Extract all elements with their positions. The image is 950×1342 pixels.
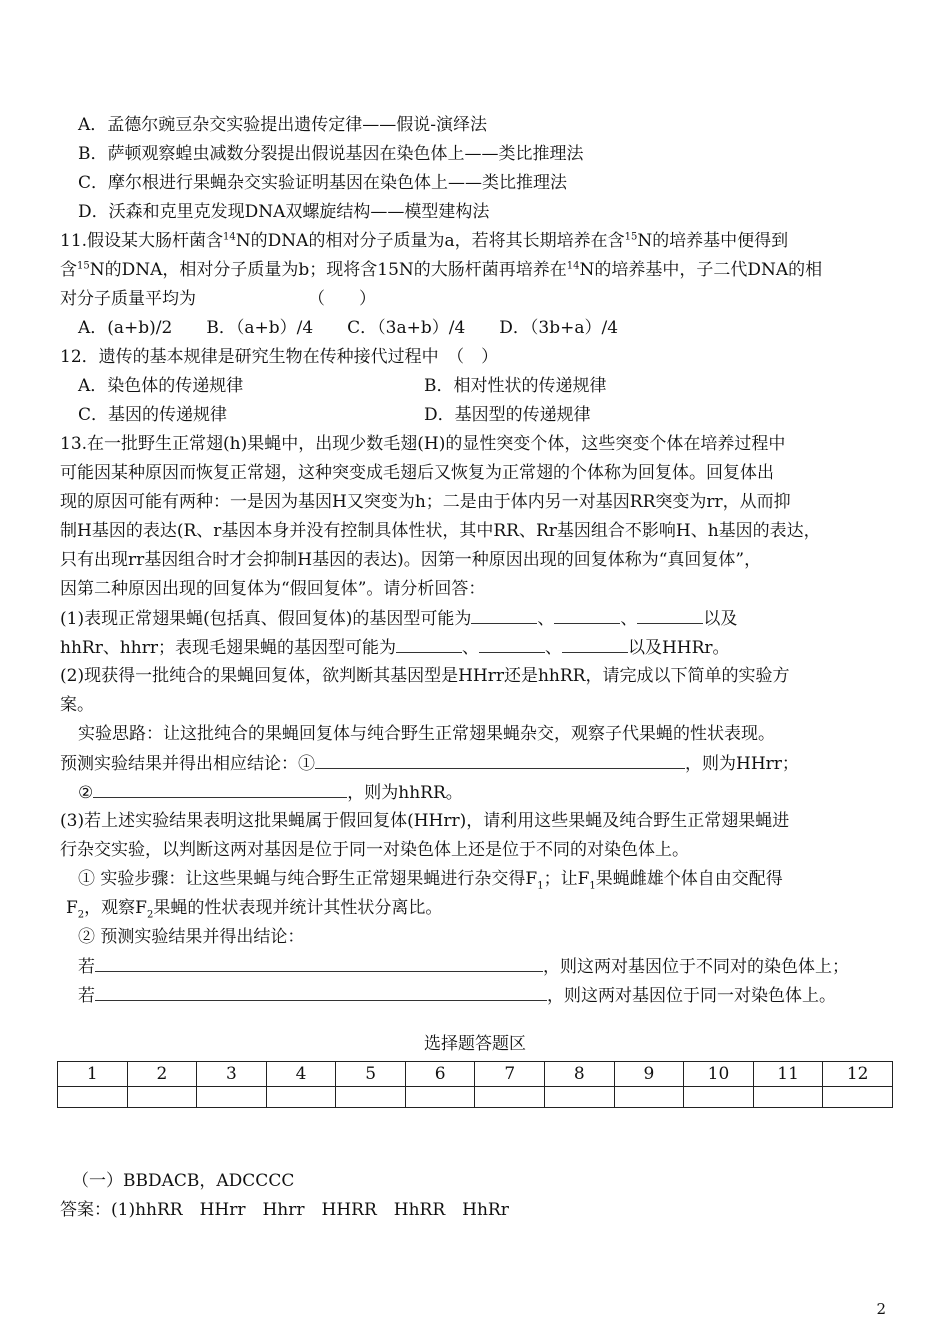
q11-options: A．(a+b)/2 B．（a+b）/4 C．（3a+b）/4 D．（3b+a）/4 (78, 318, 619, 338)
question-number-cell: 6 (405, 1062, 475, 1087)
q13-paragraph-line-6: 因第二种原因出现的回复体为“假回复体”。请分析回答： (60, 579, 486, 599)
answer-table-input-row (58, 1087, 893, 1108)
q13-conclusion-2: 若 ，则这两对基因位于同一对染色体上。 (78, 986, 836, 1006)
page-number: 2 (876, 1300, 886, 1318)
answer-cell[interactable] (475, 1087, 545, 1108)
blank-field[interactable] (554, 607, 620, 624)
question-number-cell: 8 (545, 1062, 615, 1087)
question-number-cell: 7 (475, 1062, 545, 1087)
answer-cell[interactable] (197, 1087, 267, 1108)
q11-line-1: 11.假设某大肠杆菌含$^{14}$N的DNA的相对分子质量为a，若将其长期培养在含$^{15}$N的培养基中便得到 (60, 231, 789, 251)
question-number-cell: 4 (266, 1062, 336, 1087)
question-number-cell: 5 (336, 1062, 406, 1087)
question-number-cell: 3 (197, 1062, 267, 1087)
q10-option-d: D．沃森和克里克发现DNA双螺旋结构——模型建构法 (78, 202, 490, 222)
q13-experiment-steps-line-1: ① 实验步骤：让这些果蝇与纯合野生正常翅果蝇进行杂交得$F_1$；让$F_1$果蝇雌雄个体自由交配得 (78, 869, 783, 892)
answer-cell[interactable] (684, 1087, 754, 1108)
q13-subquestion-3-line-1: (3)若上述实验结果表明这批果蝇属于假回复体(HHrr)，请利用这些果蝇及纯合野生正常翅果蝇进 (60, 811, 790, 831)
blank-field[interactable] (315, 752, 685, 769)
blank-field[interactable] (562, 636, 628, 653)
q11-line-3: 对分子质量平均为 (60, 289, 196, 309)
q12-option-b: B．相对性状的传递规律 (424, 376, 607, 396)
blank-field[interactable] (95, 984, 547, 1001)
q11-answer-paren: （ ） (308, 289, 376, 309)
question-number-cell: 9 (614, 1062, 684, 1087)
blank-field[interactable] (93, 781, 347, 798)
answer-cell[interactable] (127, 1087, 197, 1108)
answer-cell[interactable] (753, 1087, 823, 1108)
answer-area-title: 选择题答题区 (424, 1034, 526, 1054)
q13-prediction-1: 预测实验结果并得出相应结论：① ，则为HHrr； (60, 754, 799, 774)
question-number-cell: 2 (127, 1062, 197, 1087)
question-number-cell: 10 (684, 1062, 754, 1087)
answer-table (57, 1061, 893, 1108)
q10-option-b: B．萨顿观察蝗虫减数分裂提出假说基因在染色体上——类比推理法 (78, 144, 584, 164)
q13-subquestion-1-line-2: hhRr、hhrr；表现毛翅果蝇的基因型可能为 、 、 以及HHRr。 (60, 638, 730, 658)
blank-field[interactable] (471, 607, 537, 624)
q13-subquestion-2-line-1: (2)现获得一批纯合的果蝇回复体，欲判断其基因型是HHrr还是hhRR，请完成以下简单的实验方 (60, 666, 790, 686)
q11-line-2: 含$^{15}$N的DNA，相对分子质量为b；现将含15N的大肠杆菌再培养在$^{14}$N的培养基中，子二代DNA的相 (60, 260, 823, 280)
q10-option-a: A．孟德尔豌豆杂交实验提出遗传定律——假说-演绎法 (78, 115, 488, 135)
q13-experiment-steps-line-2: $F_2$，观察$F_2$果蝇的性状表现并统计其性状分离比。 (66, 898, 443, 921)
answer-table-header-row (58, 1062, 893, 1087)
blank-field[interactable] (95, 955, 543, 972)
blank-field[interactable] (637, 607, 703, 624)
q13-conclusion-1: 若 ，则这两对基因位于不同对的染色体上； (78, 957, 849, 977)
q13-prediction-2: ② ，则为hhRR。 (78, 783, 463, 803)
blank-field[interactable] (479, 636, 545, 653)
q10-option-c: C．摩尔根进行果蝇杂交实验证明基因在染色体上——类比推理法 (78, 173, 568, 193)
answer-cell[interactable] (266, 1087, 336, 1108)
answer-cell[interactable] (614, 1087, 684, 1108)
q12-option-d: D．基因型的传递规律 (424, 405, 591, 425)
q13-subquestion-3-line-2: 行杂交实验，以判断这两对基因是位于同一对染色体上还是位于不同的对染色体上。 (60, 840, 689, 860)
q13-paragraph-line-1: 13.在一批野生正常翅(h)果蝇中，出现少数毛翅(H)的显性突变个体，这些突变个体在培养过程中 (60, 434, 786, 454)
question-number-cell: 11 (753, 1062, 823, 1087)
answer-key-line-1: （一）BBDACB，ADCCCC (72, 1171, 295, 1191)
q13-predict-heading: ② 预测实验结果并得出结论： (78, 927, 305, 947)
question-number-cell: 1 (58, 1062, 128, 1087)
question-number-cell: 12 (823, 1062, 893, 1087)
answer-cell[interactable] (545, 1087, 615, 1108)
blank-field[interactable] (396, 636, 462, 653)
q13-subquestion-1-line-1: (1)表现正常翅果蝇(包括真、假回复体)的基因型可能为 、 、 以及 (60, 609, 738, 629)
answer-cell[interactable] (823, 1087, 893, 1108)
q13-experiment-idea: 实验思路：让这批纯合的果蝇回复体与纯合野生正常翅果蝇杂交，观察子代果蝇的性状表现。 (78, 724, 775, 744)
answer-cell[interactable] (58, 1087, 128, 1108)
q13-subquestion-2-line-2: 案。 (60, 695, 94, 715)
q12-stem: 12．遗传的基本规律是研究生物在传种接代过程中 （ ） (60, 347, 499, 367)
answer-cell[interactable] (336, 1087, 406, 1108)
q13-paragraph-line-2: 可能因某种原因而恢复正常翅，这种突变成毛翅后又恢复为正常翅的个体称为回复体。回复体出 (60, 463, 774, 483)
q13-paragraph-line-4: 制H基因的表达(R、r基因本身并没有控制具体性状，其中RR、Rr基因组合不影响H、h基因的表达， (60, 521, 821, 541)
answer-key-line-2: 答案：(1)hhRR HHrr Hhrr HHRR HhRR HhRr (60, 1200, 509, 1220)
q13-paragraph-line-5: 只有出现rr基因组合时才会抑制H基因的表达)。因第一种原因出现的回复体称为“真回复体”， (60, 550, 762, 570)
q13-paragraph-line-3: 现的原因可能有两种：一是因为基因H又突变为h；二是由于体内另一对基因RR突变为rr，从而抑 (60, 492, 791, 512)
answer-cell[interactable] (405, 1087, 475, 1108)
q12-option-c: C．基因的传递规律 (78, 405, 228, 425)
q12-option-a: A．染色体的传递规律 (78, 376, 244, 396)
